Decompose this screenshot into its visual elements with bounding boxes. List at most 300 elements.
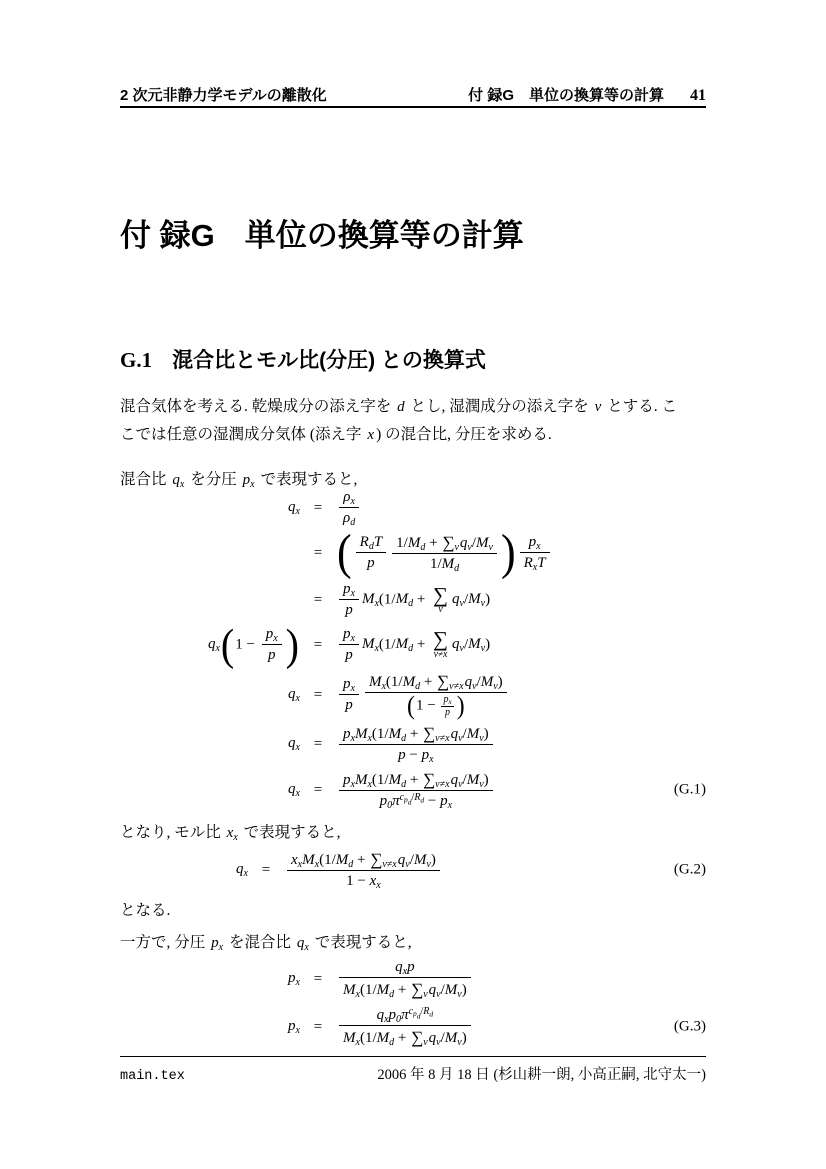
math-variable [343, 581, 355, 600]
inline-math [297, 935, 309, 951]
math-symbol: x [295, 1025, 300, 1036]
math-subscript [489, 542, 493, 553]
math-variable [440, 793, 453, 812]
sum-icon: ∑ [411, 1027, 424, 1047]
math-symbol: d [420, 541, 426, 553]
math-variable [377, 1030, 395, 1046]
math-symbol: M [335, 851, 349, 868]
inline-math [243, 472, 255, 488]
math-symbol: 0 [387, 800, 393, 812]
math-symbol: p [345, 697, 353, 714]
fraction-numerator [339, 675, 359, 694]
math-symbol: M [395, 636, 409, 653]
math-variable [429, 1030, 441, 1046]
math-text: / [463, 636, 469, 653]
math-symbol: x [459, 681, 464, 693]
math-fraction [339, 958, 471, 1000]
equation-group-g3 [120, 956, 706, 1052]
chapter-title: 単位の換算等の計算 [244, 218, 524, 253]
math-symbol: q [296, 935, 305, 951]
math-symbol: p [443, 694, 449, 706]
math-symbol: q [395, 958, 403, 975]
math-symbol: p [379, 793, 388, 810]
math-variable [172, 472, 184, 488]
math-symbol: M [376, 981, 390, 998]
math-variable [389, 772, 407, 788]
math-symbol: M [388, 771, 402, 788]
math-variable [464, 674, 477, 693]
paragraph-conclusion [120, 897, 706, 925]
header-right-group [468, 84, 706, 105]
math-text: ) [497, 674, 503, 691]
math-symbol: π [401, 1006, 409, 1023]
math-symbol: M [395, 591, 409, 608]
chapter-label: 付 録G [120, 218, 215, 253]
equals-sign: = [313, 1018, 323, 1035]
math-symbol: π [392, 793, 400, 810]
equation-lhs [120, 781, 300, 799]
math-variable [288, 970, 300, 986]
math-symbol: x [295, 977, 300, 988]
fraction-numerator [365, 671, 507, 692]
equation-lhs [120, 686, 300, 704]
math-variable [268, 647, 276, 663]
math-subscript [454, 563, 459, 574]
math-variable [288, 781, 300, 797]
math-symbol: q [376, 1006, 385, 1023]
header-chapter-title: 付 録G 単位の換算等の計算 [468, 87, 664, 104]
math-symbol: x [314, 858, 320, 870]
equals-sign: = [313, 591, 323, 608]
math-subscript [448, 698, 451, 706]
math-text: / [462, 725, 467, 742]
math-text: ) [483, 725, 489, 742]
fraction-numerator [339, 958, 471, 977]
math-symbol: v [454, 541, 459, 553]
math-variable [441, 556, 460, 575]
math-subscript [429, 1009, 433, 1018]
math-variable [408, 535, 426, 551]
math-symbol: v [467, 541, 472, 553]
math-text: ) [483, 771, 489, 788]
math-symbol: q [288, 686, 296, 702]
text-run: を分圧 [186, 471, 241, 488]
math-symbol: x [295, 788, 300, 799]
math-text: ≠ [453, 681, 460, 693]
math-symbol: R [423, 1005, 430, 1017]
big-paren: ( [407, 691, 416, 721]
math-symbol: M [388, 725, 402, 742]
math-superscript [399, 792, 425, 807]
math-text: / [409, 851, 414, 868]
math-variable [398, 747, 406, 763]
section-title: 混合比とモル比(分圧) との換算式 [172, 349, 486, 372]
math-symbol: p [343, 725, 351, 742]
equation-rhs [336, 580, 706, 620]
sum-subscript [423, 989, 427, 1000]
equation-row [120, 488, 706, 528]
math-symbol: v [436, 1036, 441, 1048]
math-text: (1/ [359, 1029, 377, 1046]
fraction-numerator [520, 533, 550, 552]
equation-lhs [120, 499, 300, 517]
chapter-heading [120, 210, 706, 255]
math-symbol: v [457, 988, 462, 1000]
math-text: / [462, 771, 467, 788]
math-symbol: d [401, 778, 407, 790]
math-symbol: v [458, 732, 463, 744]
equation-row [120, 766, 706, 814]
math-symbol: x [381, 681, 386, 693]
fraction-numerator [356, 533, 387, 552]
math-variable [445, 1030, 462, 1046]
math-symbol: v [459, 643, 464, 655]
math-subscript [304, 942, 308, 953]
equals-sign: = [313, 544, 323, 561]
math-symbol: M [302, 851, 315, 868]
math-symbol: x [392, 858, 397, 870]
math-symbol: q [464, 674, 473, 691]
fraction-denominator [520, 552, 550, 573]
math-variable [407, 959, 415, 975]
big-paren: ) [500, 525, 516, 581]
math-symbol: c [408, 1005, 414, 1017]
math-text: ≠ [438, 649, 444, 659]
fraction-numerator [339, 769, 493, 790]
math-symbol: x [350, 732, 355, 744]
math-fraction [339, 769, 493, 811]
math-variable [414, 852, 431, 868]
math-fraction [520, 533, 550, 573]
math-variable [345, 647, 353, 663]
math-sum-inline [442, 532, 459, 553]
math-variable [288, 499, 300, 515]
math-symbol: x [226, 825, 234, 841]
math-variable [343, 626, 355, 645]
math-variable [395, 636, 414, 655]
math-symbol: p [367, 555, 375, 572]
fraction-numerator [262, 625, 282, 644]
math-symbol: p [267, 647, 276, 664]
math-symbol: q [459, 534, 468, 551]
math-text: ) [485, 636, 491, 653]
math-sum-inline [411, 979, 428, 1000]
math-variable [345, 602, 353, 618]
math-symbol: x [429, 754, 434, 766]
inline-math [367, 427, 374, 443]
text-run: とし, 湿潤成分の添え字を [406, 398, 593, 415]
math-variable [408, 1005, 421, 1021]
math-text: / [440, 1029, 445, 1046]
equation-lhs [120, 735, 300, 753]
math-variable [423, 1037, 427, 1048]
math-fraction [262, 625, 282, 665]
math-fraction [356, 533, 387, 573]
math-symbol: x [350, 588, 355, 600]
math-variable [404, 795, 412, 807]
inline-math [595, 399, 602, 415]
math-fraction [339, 675, 359, 715]
math-symbol: d [348, 858, 354, 870]
math-text: / [411, 792, 415, 804]
math-sum-inline [411, 1027, 428, 1048]
sum-icon: ∑ [370, 849, 383, 869]
math-symbol: v [426, 858, 431, 870]
footer [120, 1063, 706, 1084]
math-variable [288, 686, 300, 702]
math-symbol: p [343, 581, 351, 598]
equation-lhs [120, 861, 248, 879]
math-variable [288, 735, 300, 751]
math-symbol: x [233, 832, 238, 843]
math-variable [468, 636, 486, 655]
math-variable [243, 472, 255, 488]
math-variable [445, 707, 450, 718]
math-symbol: x [291, 851, 298, 868]
math-text: ) [430, 851, 436, 868]
math-symbol: v [480, 598, 486, 610]
math-symbol: p [413, 1009, 417, 1019]
math-symbol: M [476, 534, 489, 551]
math-variable [411, 792, 425, 805]
fraction-denominator [339, 644, 359, 665]
math-symbol: M [361, 636, 375, 653]
math-symbol: p [345, 602, 353, 619]
math-symbol: M [444, 981, 458, 998]
math-subscript [448, 800, 452, 811]
math-text: ≠ [386, 858, 393, 870]
math-variable [395, 959, 407, 975]
math-variable [392, 793, 400, 809]
fraction-numerator [392, 532, 497, 553]
math-symbol: v [435, 778, 440, 790]
math-symbol: T [373, 534, 383, 551]
math-fraction [441, 694, 453, 719]
math-symbol: q [172, 472, 180, 488]
math-symbol: x [179, 479, 185, 490]
text-run: ) の混合比, 分圧を求める. [376, 426, 552, 443]
math-variable [343, 726, 355, 742]
math-symbol: p [528, 534, 537, 550]
math-symbol: q [288, 781, 296, 797]
equation-tag: (G.2) [673, 861, 706, 878]
math-symbol: M [407, 534, 421, 551]
math-symbol: q [428, 981, 437, 998]
math-symbol: x [295, 693, 300, 704]
math-symbol: p [345, 647, 353, 664]
math-variable [359, 534, 374, 553]
math-symbol: v [423, 1036, 428, 1048]
math-variable [297, 935, 309, 951]
text-run: で表現すると, [256, 471, 358, 488]
math-fraction [365, 671, 507, 719]
math-symbol: p [398, 747, 406, 764]
math-text: 1 − [235, 636, 259, 653]
inline-math [227, 825, 238, 841]
math-symbol: d [389, 988, 395, 1000]
math-variable [595, 399, 602, 415]
math-symbol: q [207, 636, 216, 653]
math-sum-inline [423, 723, 450, 744]
math-variable [336, 852, 354, 868]
math-text: / [440, 981, 445, 998]
equation-rhs [336, 525, 706, 581]
math-sum-display [433, 582, 449, 615]
math-symbol: x [443, 649, 448, 660]
sum-limit [433, 649, 448, 660]
math-symbol: v [433, 649, 439, 660]
math-symbol: v [479, 732, 484, 744]
fraction-denominator [441, 706, 453, 719]
math-variable [211, 935, 223, 951]
paragraph-intro [120, 393, 706, 449]
math-symbol: p [445, 707, 451, 719]
math-symbol: x [218, 942, 224, 953]
math-sum-inline [370, 849, 397, 870]
fraction-numerator [441, 694, 453, 706]
footer-rule [120, 1056, 706, 1057]
fraction-denominator [339, 694, 359, 715]
math-variable [537, 555, 545, 571]
math-symbol: x [448, 698, 452, 707]
math-symbol: x [273, 633, 278, 645]
math-symbol: x [447, 800, 453, 812]
math-variable [438, 604, 442, 615]
math-symbol: x [536, 541, 541, 552]
math-variable [402, 674, 421, 693]
math-text: + [394, 981, 411, 998]
math-variable [451, 726, 463, 742]
math-symbol: x [367, 732, 372, 744]
math-symbol: x [350, 633, 355, 645]
math-fraction [287, 849, 440, 891]
math-variable [343, 772, 355, 788]
math-subscript [273, 633, 277, 644]
math-symbol: M [368, 674, 382, 691]
math-variable [265, 626, 278, 645]
text-run: となる. [120, 902, 171, 919]
math-variable [369, 873, 381, 892]
math-variable [343, 510, 355, 526]
math-text: / [471, 534, 477, 551]
math-symbol: q [450, 771, 459, 788]
math-variable [361, 636, 379, 655]
math-symbol: ρ [343, 489, 351, 505]
math-symbol: x [367, 427, 375, 443]
math-variable [460, 535, 472, 551]
math-text: (1/ [378, 636, 396, 653]
math-variable [399, 792, 412, 807]
section-number: G.1 [120, 348, 153, 372]
math-symbol: p [343, 771, 351, 788]
math-variable [302, 852, 319, 868]
fraction-denominator [262, 644, 282, 665]
math-symbol: d [350, 517, 356, 528]
fraction-denominator [356, 552, 387, 573]
math-symbol: v [472, 681, 477, 693]
math-fraction [339, 488, 359, 528]
math-text: + [425, 534, 442, 551]
math-symbol: x [295, 506, 300, 517]
math-symbol: M [444, 1029, 458, 1046]
math-symbol: v [493, 681, 498, 693]
math-symbol: x [350, 683, 355, 695]
equation-row [120, 1002, 706, 1052]
math-symbol: v [438, 603, 443, 615]
math-variable [413, 1009, 421, 1021]
math-symbol: v [480, 643, 486, 655]
math-symbol: p [440, 793, 448, 810]
math-text: + [413, 636, 430, 653]
math-variable [379, 793, 393, 812]
math-symbol: d [389, 1036, 395, 1048]
equation-rhs [336, 625, 706, 665]
math-symbol: x [376, 880, 381, 892]
math-variable [467, 772, 484, 788]
math-variable [389, 1007, 402, 1023]
math-symbol: q [428, 1029, 437, 1046]
math-text: ≠ [439, 778, 446, 790]
math-text: − [405, 747, 422, 764]
math-symbol: q [452, 591, 460, 608]
text-run: となり, モル比 [120, 824, 225, 841]
math-symbol: v [423, 988, 428, 1000]
equals-sign: = [313, 686, 323, 703]
text-run: 混合気体を考える. 乾燥成分の添え字を [120, 398, 396, 415]
math-variable [355, 726, 372, 742]
inline-math [397, 399, 405, 415]
math-symbol: d [401, 732, 407, 744]
math-symbol: M [441, 556, 455, 573]
math-symbol: p [407, 958, 415, 975]
math-symbol: R [414, 792, 421, 804]
math-symbol: d [407, 797, 412, 807]
equation-tag: (G.1) [673, 781, 706, 798]
sum-icon: ∑ [433, 627, 449, 651]
math-text: (1/ [359, 981, 377, 998]
fraction-numerator [339, 723, 493, 744]
math-symbol: v [382, 858, 387, 870]
math-variable [395, 591, 414, 610]
big-paren: ( [337, 525, 352, 581]
math-text: 1/ [429, 556, 442, 573]
math-fraction [339, 1006, 471, 1048]
footer-filename: main.tex [120, 1069, 185, 1084]
inline-math [211, 935, 223, 951]
math-text: 1 − [416, 698, 440, 715]
math-text: + [413, 591, 430, 608]
math-text: + [353, 851, 370, 868]
equation-rhs [336, 769, 706, 811]
footer-date-authors: 2006 年 8 月 18 日 (杉山耕一朗, 小高正嗣, 北守太一) [377, 1067, 706, 1083]
math-symbol: d [368, 541, 374, 553]
math-sum-inline [423, 769, 450, 790]
math-symbol: x [350, 778, 355, 790]
equation-rhs [336, 958, 706, 1000]
math-text: / [476, 674, 481, 691]
math-text: + [394, 1029, 411, 1046]
math-symbol: p [288, 1018, 296, 1034]
math-symbol: d [408, 598, 414, 610]
sum-icon: ∑ [411, 979, 424, 999]
header-section-title: 2 次元非静力学モデルの離散化 [120, 87, 327, 104]
math-symbol: v [488, 541, 493, 553]
math-symbol: x [243, 868, 248, 879]
text-run: で表現すると, [239, 824, 341, 841]
math-variable [467, 726, 484, 742]
equation-rhs [284, 849, 706, 891]
math-variable [377, 982, 395, 998]
